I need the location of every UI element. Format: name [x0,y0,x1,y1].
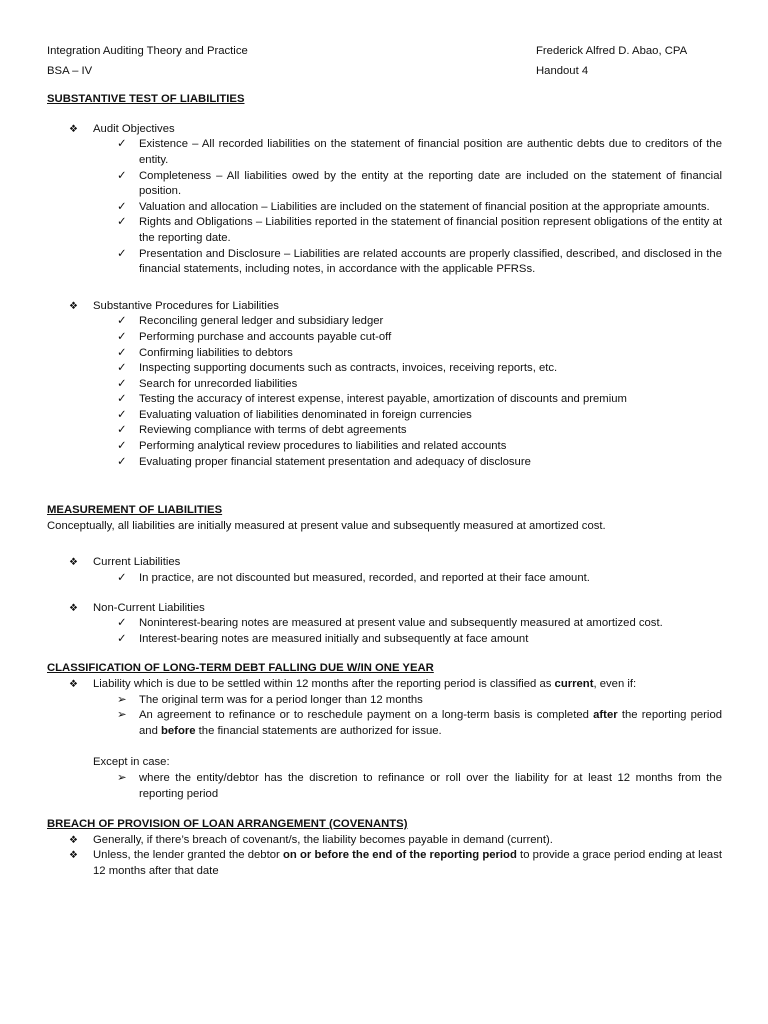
bullet-breach-general: ❖ Generally, if there’s breach of covenant/s, the liability becomes payable in demand (current). [47,833,722,849]
bullet-label: Substantive Procedures for Liabilities [93,299,279,312]
section-title-classification: CLASSIFICATION OF LONG-TERM DEBT FALLING DUE W/IN ONE YEAR [47,662,434,675]
measurement-intro: Conceptually, all liabilities are initially measured at present value and subsequently measured at amortized cost. [47,519,606,532]
section-title-substantive-test: SUBSTANTIVE TEST OF LIABILITIES [47,93,245,106]
course-title: Integration Auditing Theory and Practice [47,45,248,57]
diamond-bullet-icon: ❖ [69,300,78,312]
handout-number: Handout 4 [536,64,589,77]
header-row-2 [47,64,722,80]
list-item: ✓ Testing the accuracy of interest expense, interest payable, amortization of discounts and premium [47,392,722,408]
list-item: ✓ Existence – All recorded liabilities on the statement of financial position are authentic debts due to creditors of the entity. [117,138,722,166]
diamond-bullet-icon: ❖ [69,679,78,690]
list-item: ✓ Completeness – All liabilities owed by the entity at the reporting date are included on the statement of financial position. [117,169,722,198]
diamond-bullet-icon: ❖ [69,850,78,862]
bullet-liability-current: ❖ Liability which is due to be settled within 12 months after the reporting period is classified as current, even if: [47,677,722,693]
list-item: ✓ Evaluating proper financial statement presentation and adequacy of disclosure [47,455,722,471]
list-item: ➢ where the entity/debtor has the discretion to refinance or roll over the liability for at least 12 months from the reporting period [117,771,722,800]
check-icon: ✓ [117,377,127,390]
bullet-label: Audit Objectives [93,122,175,135]
list-item: ✓ Presentation and Disclosure – Liabilities are related accounts are properly classified, described, and disclosed in the financial statements, including notes, in accordance with the applicable PFRSs. [117,247,722,276]
check-icon: ✓ [117,346,127,359]
check-icon: ✓ [117,138,127,151]
list-item: ✓ Performing purchase and accounts payable cut-off [47,330,722,346]
noncurrent-liabilities-list [47,616,722,647]
check-icon: ✓ [117,362,127,375]
bullet-label: Non-Current Liabilities [93,601,205,614]
check-icon: ✓ [117,408,127,421]
check-icon: ✓ [117,424,127,437]
check-icon: ✓ [117,216,127,229]
list-item: ✓ In practice, are not discounted but measured, recorded, and reported at their face amount. [47,571,722,587]
list-item: ✓ Performing analytical review procedures to liabilities and related accounts [47,439,722,455]
diamond-bullet-icon: ❖ [69,557,78,569]
list-item: ✓ Confirming liabilities to debtors [47,346,722,362]
classification-list [47,693,722,740]
list-item: ✓ Reviewing compliance with terms of debt agreements [47,423,722,439]
check-icon: ✓ [117,572,127,585]
except-label: Except in case: [93,756,170,769]
list-item: ✓ Noninterest-bearing notes are measured at present value and subsequently measured at amortized cost. [47,616,722,632]
check-icon: ✓ [117,632,127,645]
bullet-noncurrent-liabilities [47,601,722,617]
arrow-icon: ➢ [117,693,127,706]
list-item: ➢ The original term was for a period longer than 12 months [47,693,722,709]
list-item: ✓ Search for unrecorded liabilities [47,377,722,393]
check-icon: ✓ [117,440,127,453]
check-icon: ✓ [117,617,127,630]
check-icon: ✓ [117,169,127,182]
check-icon: ✓ [117,200,127,213]
author-name: Frederick Alfred D. Abao, CPA [536,45,688,57]
section-title-breach: BREACH OF PROVISION OF LOAN ARRANGEMENT (COVENANTS) [47,818,408,831]
bullet-label: Current Liabilities [93,556,181,569]
program-level: BSA – IV [47,64,93,77]
diamond-bullet-icon: ❖ [69,602,78,614]
substantive-procedures-list [47,314,722,470]
list-item: ✓ Inspecting supporting documents such as contracts, invoices, receiving reports, etc. [47,361,722,377]
list-item: ➢ An agreement to refinance or to reschedule payment on a long-term basis is completed after the reporting period and before the financial statements are authorized for issue. [117,709,723,737]
list-item: ✓ Rights and Obligations – Liabilities reported in the statement of financial position represent obligations of the entity at the reporting date. [117,216,722,244]
arrow-icon: ➢ [117,771,127,784]
list-item: ✓ Valuation and allocation – Liabilities are included on the statement of financial position at the appropriate amounts. [47,200,722,216]
check-icon: ✓ [117,315,127,328]
check-icon: ✓ [117,330,127,343]
audit-objectives-list [47,137,722,277]
diamond-bullet-icon: ❖ [69,834,78,846]
check-icon: ✓ [117,393,127,406]
header-row-1 [47,44,722,60]
check-icon: ✓ [117,247,127,260]
bullet-breach-unless: ❖ Unless, the lender granted the debtor on or before the end of the reporting period to provide a grace period ending at least 12 months after that date [69,849,723,877]
list-item: ✓ Evaluating valuation of liabilities denominated in foreign currencies [47,408,722,424]
bullet-audit-objectives [47,122,722,138]
check-icon: ✓ [117,455,127,468]
arrow-icon: ➢ [117,709,127,722]
diamond-bullet-icon: ❖ [69,123,78,135]
section-title-measurement: MEASUREMENT OF LIABILITIES [47,504,223,517]
document-page [47,44,722,880]
current-liabilities-list [47,571,722,587]
bullet-current-liabilities [47,555,722,571]
list-item: ✓ Interest-bearing notes are measured initially and subsequently at face amount [47,632,722,648]
bullet-substantive-procedures [47,299,722,315]
list-item: ✓ Reconciling general ledger and subsidiary ledger [47,314,722,330]
except-list [47,771,722,802]
